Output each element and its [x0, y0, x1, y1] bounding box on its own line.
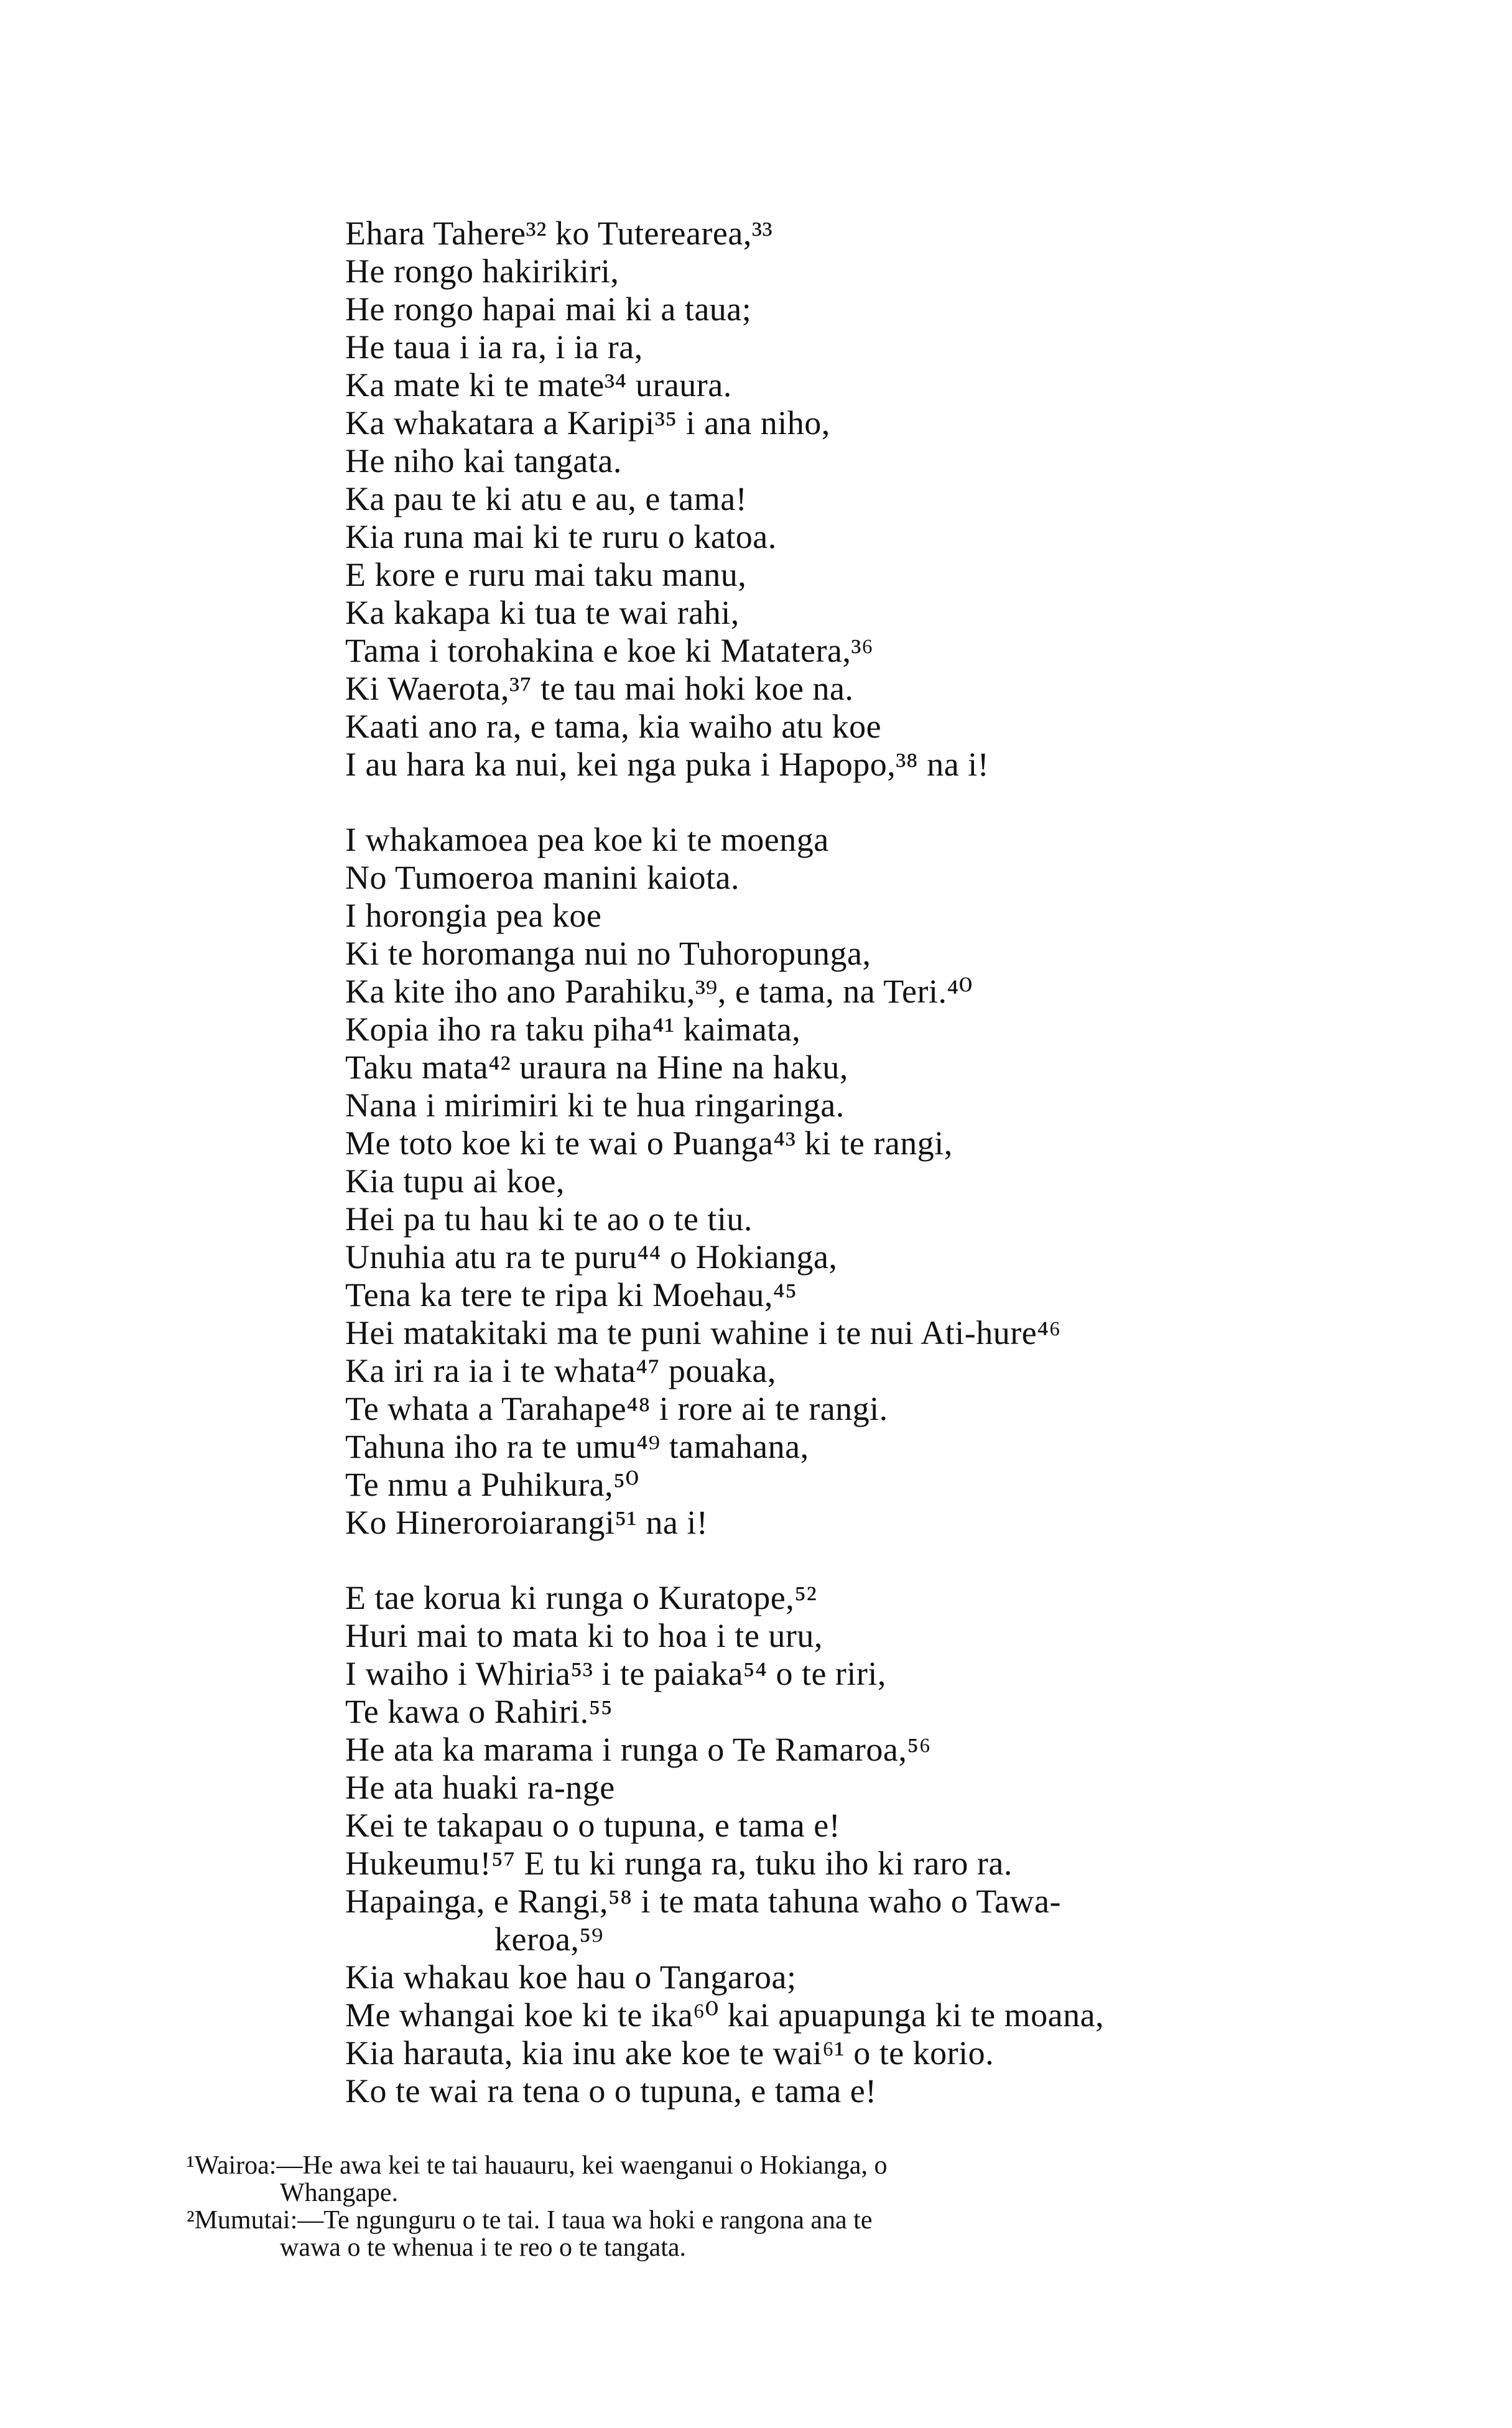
poem-line: Kia harauta, kia inu ake koe te wai⁶¹ o te korio. [345, 2034, 995, 2072]
poem-line: Ehara Tahere³² ko Tuterearea,³³ [345, 215, 773, 252]
stanza-3 [345, 1579, 1465, 2110]
poem-line: Ka kite iho ano Parahiku,³⁹, e tama, na Teri.⁴⁰ [345, 973, 973, 1010]
poem-body [345, 215, 1465, 2110]
footnote-2-continuation: wawa o te whenua i te reo o te tangata. [280, 2233, 687, 2262]
poem-line: Tena ka tere te ripa ki Moehau,⁴⁵ [345, 1276, 797, 1314]
poem-line: Kia runa mai ki te ruru o katoa. [345, 518, 777, 555]
poem-line: Me whangai koe ki te ika⁶⁰ kai apuapunga ki te moana, [345, 1996, 1105, 2034]
poem-line: No Tumoeroa manini kaiota. [345, 859, 740, 896]
poem-line: Ka whakatara a Karipi³⁵ i ana niho, [345, 404, 830, 442]
poem-line: I waiho i Whiria⁵³ i te paiaka⁵⁴ o te riri, [345, 1655, 886, 1692]
poem-line: Ki Waerota,³⁷ te tau mai hoki koe na. [345, 670, 854, 707]
poem-line: I au hara ka nui, kei nga puka i Hapopo,³⁸ na i! [345, 746, 990, 783]
poem-line: E tae korua ki runga o Kuratope,⁵² [345, 1579, 817, 1616]
poem-line: Kaati ano ra, e tama, kia waiho atu koe [345, 708, 882, 745]
footnotes [187, 2152, 1356, 2261]
poem-line: Ko te wai ra tena o o tupuna, e tama e! [345, 2072, 877, 2110]
poem-line: Hei pa tu hau ki te ao o te tiu. [345, 1200, 753, 1238]
poem-line: Hei matakitaki ma te puni wahine i te nui Ati-hure⁴⁶ [345, 1314, 1061, 1351]
footnote-1: ¹Wairoa:—He awa kei te tai hauauru, kei waenganui o Hokianga, o [187, 2151, 888, 2180]
poem-line: Nana i mirimiri ki te hua ringaringa. [345, 1087, 845, 1124]
poem-line: Tama i torohakina e koe ki Matatera,³⁶ [345, 632, 874, 669]
stanza-1 [345, 215, 1465, 784]
poem-line: Ka kakapa ki tua te wai rahi, [345, 594, 740, 631]
poem-line: He ata ka marama i runga o Te Ramaroa,⁵⁶ [345, 1731, 931, 1768]
poem-line: Hukeumu!⁵⁷ E tu ki runga ra, tuku iho ki raro ra. [345, 1845, 1013, 1882]
footnote-1-continuation: Whangape. [280, 2179, 399, 2207]
stanza-2 [345, 821, 1465, 1542]
poem-line-continuation: keroa,⁵⁹ [494, 1921, 604, 1958]
poem-line: Te nmu a Puhikura,⁵⁰ [345, 1466, 639, 1503]
poem-line: Ka iri ra ia i te whata⁴⁷ pouaka, [345, 1352, 776, 1389]
poem-line: Te whata a Tarahape⁴⁸ i rore ai te rangi. [345, 1390, 888, 1427]
poem-line: E kore e ruru mai taku manu, [345, 556, 747, 593]
footnote-2: ²Mumutai:—Te ngunguru o te tai. I taua wa hoki e rangona ana te [187, 2206, 873, 2235]
poem-line: Tahuna iho ra te umu⁴⁹ tamahana, [345, 1428, 809, 1465]
poem-line: Kei te takapau o o tupuna, e tama e! [345, 1807, 841, 1844]
poem-line: He ata huaki ra-nge [345, 1769, 615, 1806]
poem-line: Te kawa o Rahiri.⁵⁵ [345, 1693, 613, 1730]
poem-line: He niho kai tangata. [345, 442, 622, 480]
poem-line: Ka pau te ki atu e au, e tama! [345, 480, 748, 517]
poem-line: Ko Hineroroiarangi⁵¹ na i! [345, 1504, 708, 1541]
poem-line: Kopia iho ra taku piha⁴¹ kaimata, [345, 1011, 801, 1048]
poem-line: He rongo hapai mai ki a taua; [345, 290, 752, 328]
poem-line: Unuhia atu ra te puru⁴⁴ o Hokianga, [345, 1238, 838, 1276]
poem-line: Kia tupu ai koe, [345, 1162, 565, 1200]
poem-line: Huri mai to mata ki to hoa i te uru, [345, 1617, 823, 1654]
poem-line: He rongo hakirikiri, [345, 253, 619, 290]
poem-line: Ki te horomanga nui no Tuhoropunga, [345, 935, 871, 972]
poem-line: I horongia pea koe [345, 897, 602, 934]
poem-line: Taku mata⁴² uraura na Hine na haku, [345, 1049, 848, 1086]
poem-line: Kia whakau koe hau o Tangaroa; [345, 1958, 797, 1996]
poem-line: Hapainga, e Rangi,⁵⁸ i te mata tahuna waho o Tawa- [345, 1883, 1061, 1920]
poem-line: Me toto koe ki te wai o Puanga⁴³ ki te rangi, [345, 1124, 953, 1162]
poem-line: Ka mate ki te mate³⁴ uraura. [345, 366, 732, 404]
poem-line: I whakamoea pea koe ki te moenga [345, 821, 829, 858]
poem-line: He taua i ia ra, i ia ra, [345, 328, 643, 366]
